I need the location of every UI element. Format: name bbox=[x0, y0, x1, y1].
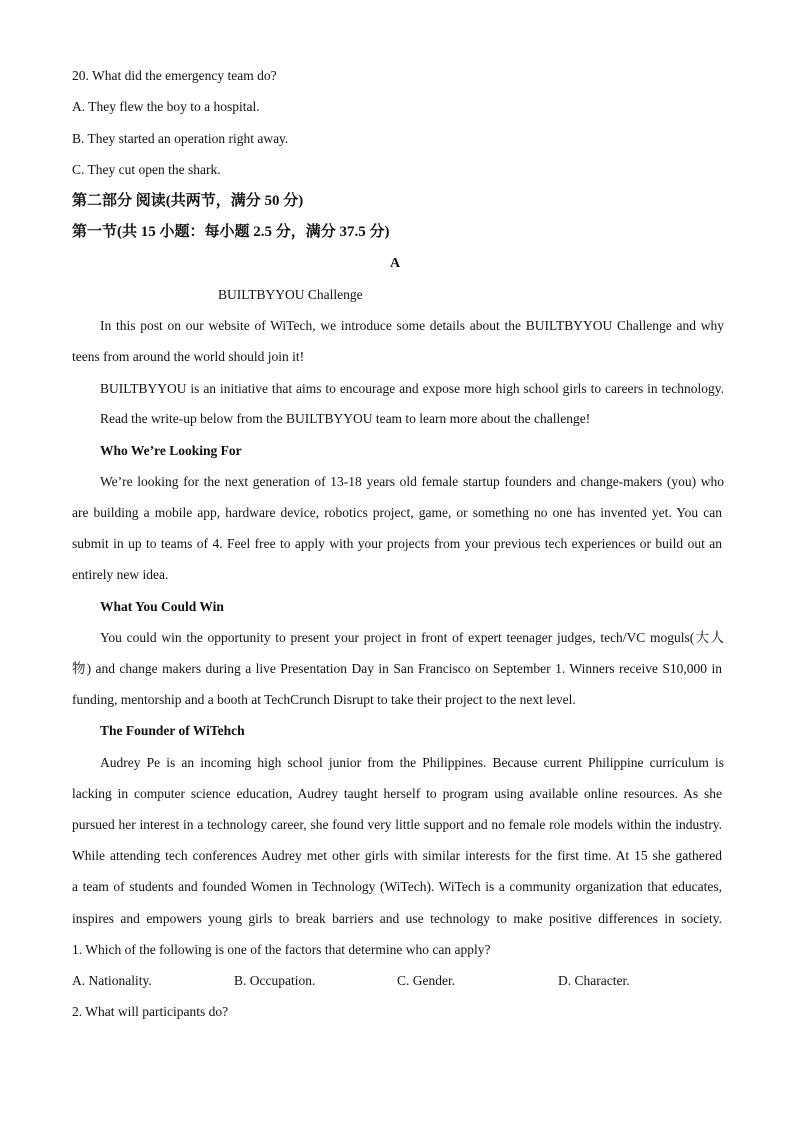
question-1-option-b: B. Occupation. bbox=[234, 973, 316, 988]
win-line-3: funding, mentorship and a booth at TechCrunch Disrupt to take their project to the next level. bbox=[72, 692, 576, 707]
question-20: 20. What did the emergency team do? bbox=[72, 68, 277, 83]
question-20-option-a: A. They flew the boy to a hospital. bbox=[72, 99, 260, 114]
question-1-option-c: C. Gender. bbox=[397, 973, 456, 988]
section-one-heading: 第一节(共 15 小题：每小题 2.5 分，满分 37.5 分) bbox=[72, 224, 390, 240]
question-2: 2. What will participants do? bbox=[72, 1004, 229, 1019]
question-20-option-c: C. They cut open the shark. bbox=[72, 162, 221, 177]
question-1-options bbox=[0, 972, 794, 990]
passage-label: A bbox=[390, 256, 401, 271]
intro-line-4: Read the write-up below from the BUILTBYYOU team to learn more about the challenge! bbox=[100, 411, 591, 426]
founder-line-6: inspires and empowers young girls to break barriers and use technology to make positive differences in society. bbox=[72, 911, 722, 926]
question-1: 1. Which of the following is one of the factors that determine who can apply? bbox=[72, 942, 491, 957]
intro-line-1: In this post on our website of WiTech, we introduce some details about the BUILTBYYOU Challenge and why bbox=[100, 318, 724, 333]
looking-line-1: We’re looking for the next generation of 13-18 years old female startup founders and change-makers (you) who bbox=[100, 474, 724, 489]
question-1-option-a: A. Nationality. bbox=[72, 973, 152, 988]
founder-line-1: Audrey Pe is an incoming high school junior from the Philippines. Because current Philippine curriculum is bbox=[100, 755, 724, 770]
founder-line-5: a team of students and founded Women in Technology (WiTech). WiTech is a community organization that educates, bbox=[72, 879, 722, 894]
looking-line-3: submit in up to teams of 4. Feel free to apply with your projects from your previous tech experiences or build out an bbox=[72, 536, 722, 551]
looking-line-2: are building a mobile app, hardware device, robotics project, game, or something no one has invented yet. You can bbox=[72, 505, 722, 520]
looking-line-4: entirely new idea. bbox=[72, 567, 169, 582]
passage-title: BUILTBYYOU Challenge bbox=[218, 287, 363, 302]
founder-line-4: While attending tech conferences Audrey met other girls with similar interests for the first time. At 15 she gathered bbox=[72, 848, 722, 863]
intro-line-3: BUILTBYYOU is an initiative that aims to encourage and expose more high school girls to careers in technology. bbox=[100, 381, 724, 396]
founder-line-2: lacking in computer science education, Audrey taught herself to program using available online resources. As she bbox=[72, 786, 722, 801]
heading-what-you-could-win: What You Could Win bbox=[100, 599, 224, 614]
question-20-option-b: B. They started an operation right away. bbox=[72, 131, 289, 146]
intro-line-2: teens from around the world should join it! bbox=[72, 349, 305, 364]
heading-who-looking-for: Who We’re Looking For bbox=[100, 443, 242, 458]
section-part-two-heading: 第二部分 阅读(共两节，满分 50 分) bbox=[72, 193, 304, 209]
win-line-2: 物) and change makers during a live Presentation Day in San Francisco on September 1. Winners receive S10,000 in bbox=[72, 661, 722, 676]
founder-line-3: pursued her interest in a technology career, she found very little support and no female role models within the industry. bbox=[72, 817, 722, 832]
heading-founder: The Founder of WiTehch bbox=[100, 723, 245, 738]
question-1-option-d: D. Character. bbox=[558, 973, 630, 988]
win-line-1: You could win the opportunity to present your project in front of expert teenager judges, tech/VC moguls(大人 bbox=[100, 630, 724, 645]
